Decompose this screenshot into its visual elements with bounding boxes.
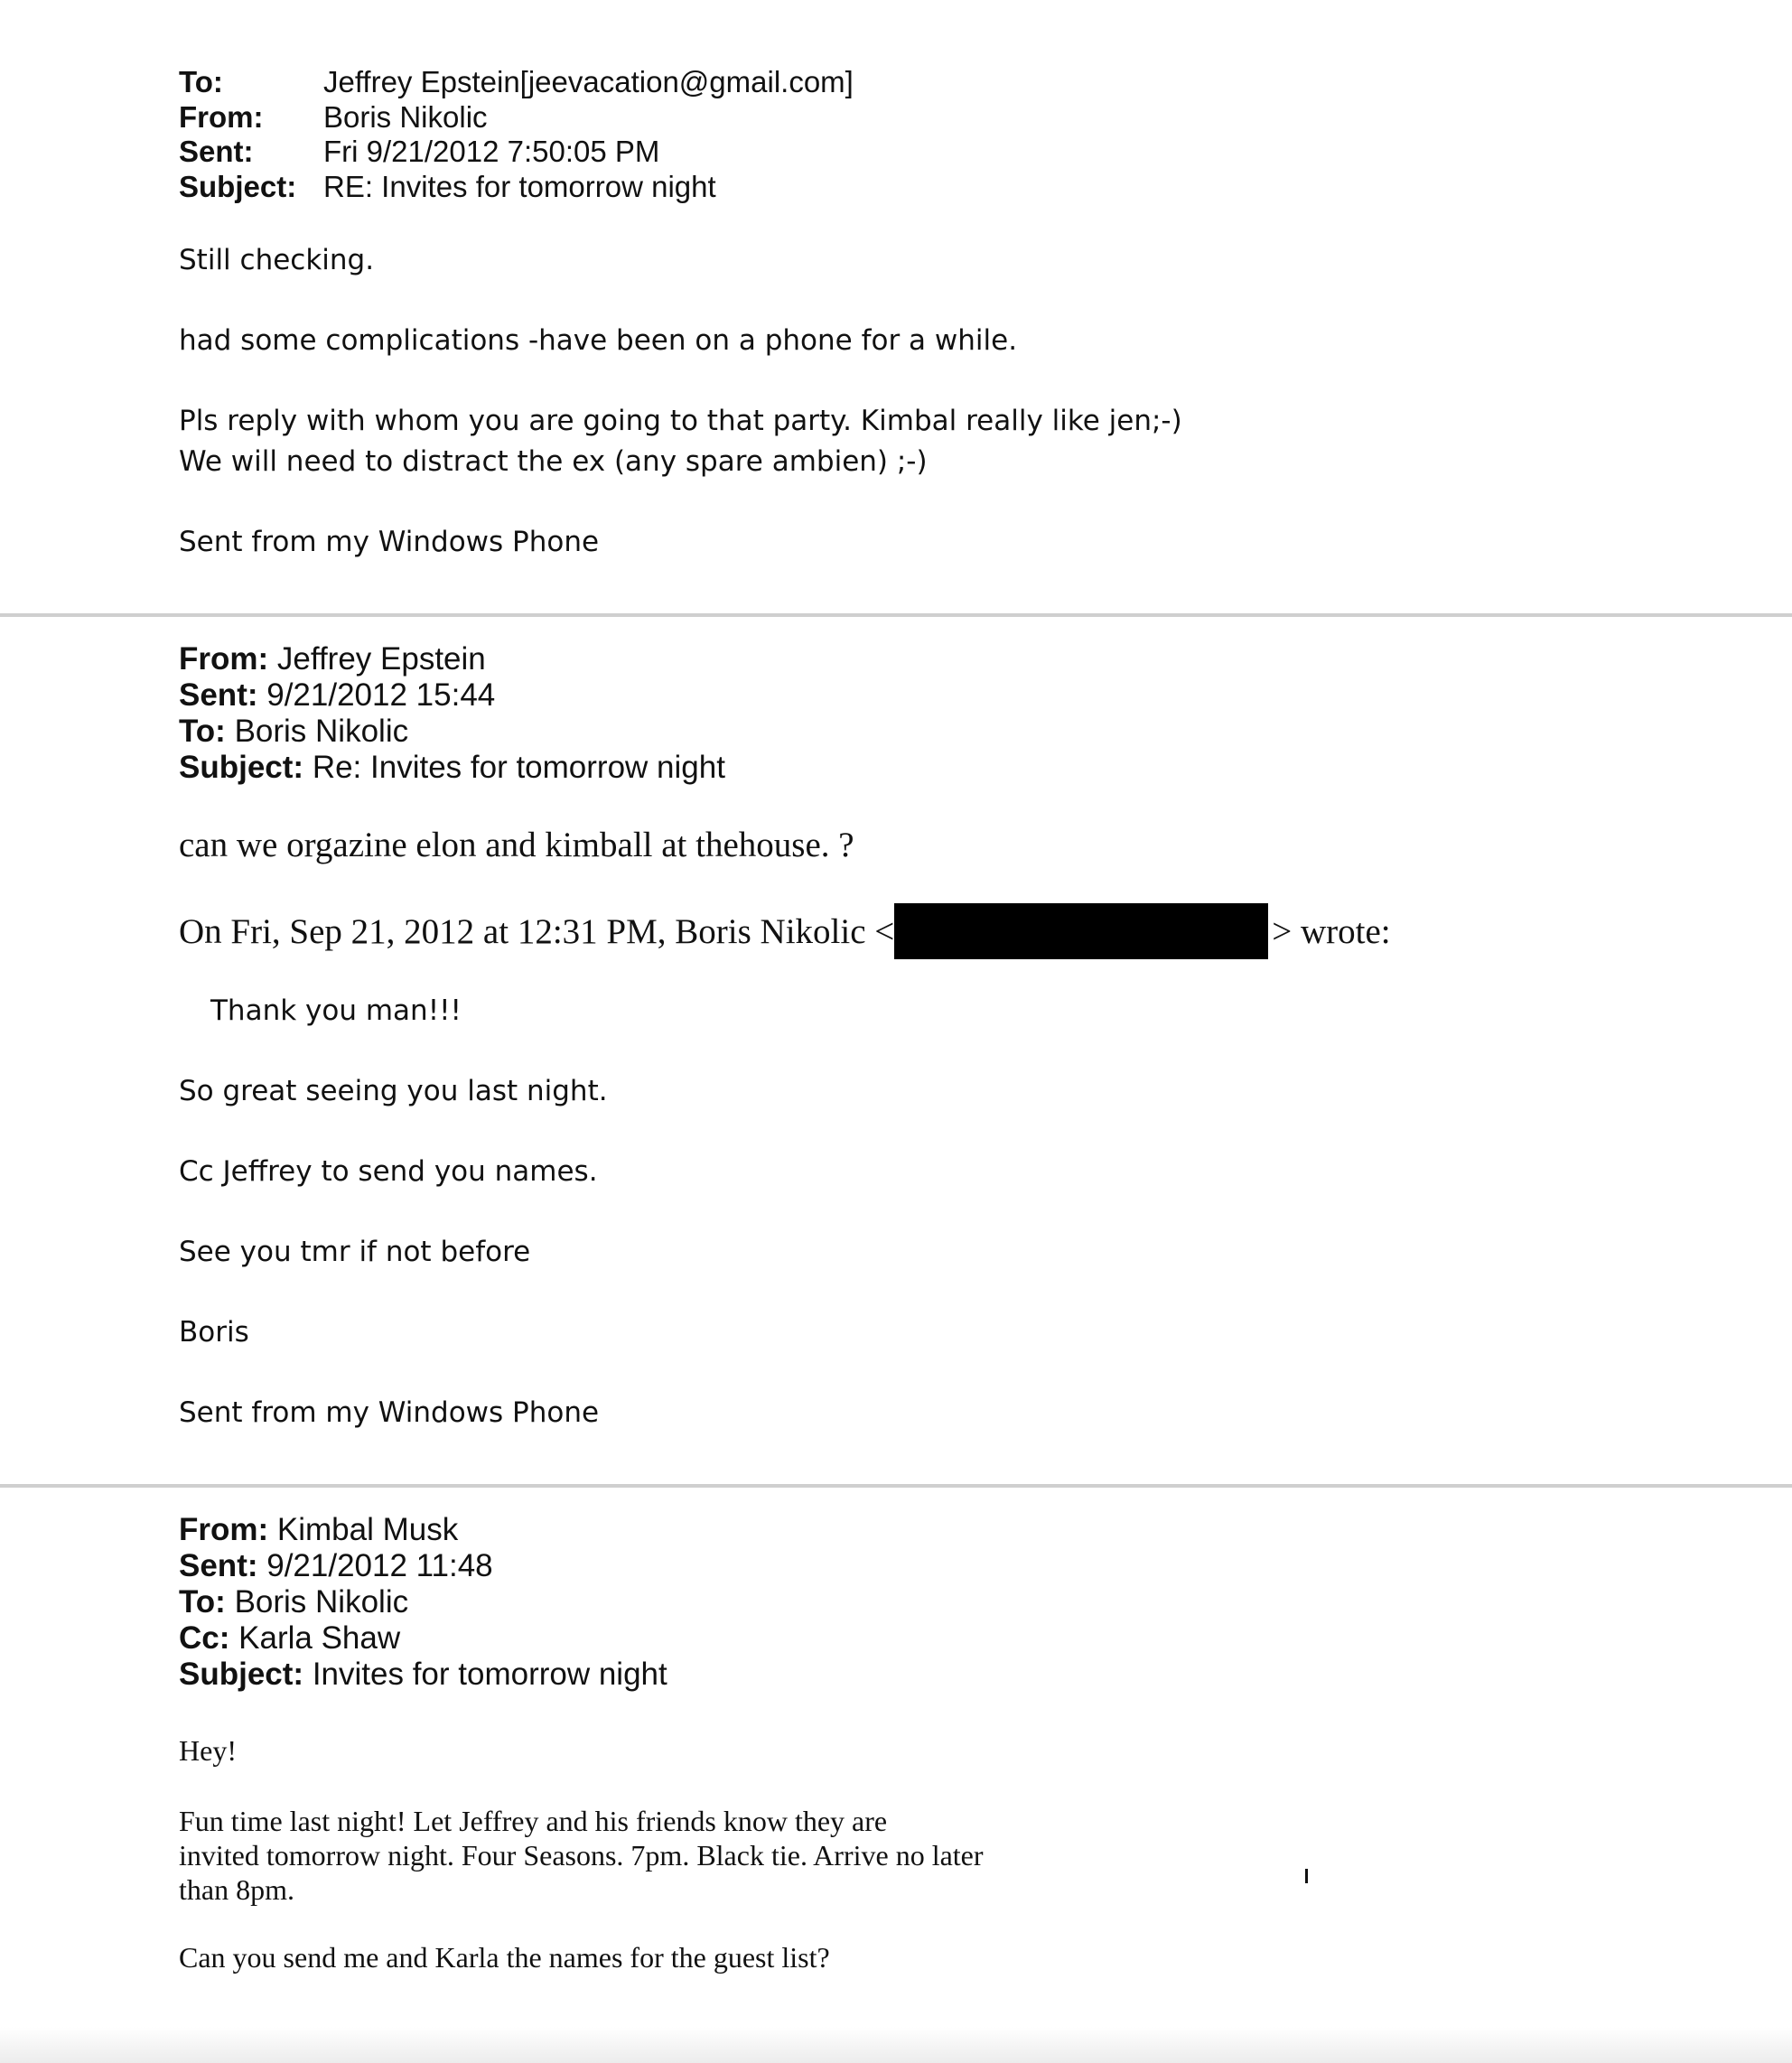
subject-value: Invites for tomorrow night (312, 1657, 667, 1692)
from-label: From: (179, 99, 264, 134)
to-label: To: (179, 65, 223, 98)
email1-body-line-4: We will need to distract the ex (any spare ambien) ;-) (179, 445, 928, 478)
from-value: Boris Nikolic (323, 99, 488, 134)
email2-message: can we orgazine elon and kimball at thehouse. ? (179, 826, 854, 864)
to-value: Boris Nikolic (234, 714, 409, 749)
quoted-line-5: Boris (179, 1316, 249, 1349)
sent-value: 9/21/2012 15:44 (266, 677, 496, 713)
to-value: Jeffrey Epstein[jeevacation@gmail.com] (323, 65, 854, 98)
email2-to-row (179, 714, 725, 750)
email1-body-line-1: Still checking. (179, 244, 375, 276)
quote-intro-before: On Fri, Sep 21, 2012 at 12:31 PM, Boris Nikolic < (179, 911, 895, 951)
subject-label: Subject: (179, 750, 304, 785)
from-value: Jeffrey Epstein (276, 641, 486, 677)
email1-body-line-2: had some complications -have been on a phone for a while. (179, 324, 1018, 357)
sent-label: Sent: (179, 677, 258, 713)
email3-sent-row (179, 1548, 667, 1584)
subject-value: RE: Invites for tomorrow night (323, 169, 716, 203)
email2-subject-row (179, 750, 725, 786)
email3-body-line-3: than 8pm. (179, 1873, 294, 1906)
to-label: To: (179, 1584, 226, 1620)
email1-subject-row (179, 170, 854, 205)
email1-to-row (179, 65, 854, 100)
subject-label: Subject: (179, 169, 297, 203)
stray-mark (1305, 1869, 1308, 1883)
to-value: Boris Nikolic (234, 1584, 409, 1620)
redaction-box (894, 903, 1268, 959)
subject-value: Re: Invites for tomorrow night (312, 750, 725, 785)
cc-value: Karla Shaw (238, 1620, 401, 1656)
email3-greeting: Hey! (179, 1734, 237, 1767)
email1-signature: Sent from my Windows Phone (179, 526, 600, 558)
quoted-line-2: So great seeing you last night. (179, 1075, 608, 1107)
email1-sent-row (179, 135, 854, 170)
sent-label: Sent: (179, 1548, 258, 1583)
sent-label: Sent: (179, 135, 254, 168)
quote-intro-after: > wrote: (1272, 911, 1391, 951)
message-divider-1 (0, 613, 1792, 617)
sent-value: 9/21/2012 11:48 (266, 1548, 493, 1583)
email1-header (179, 65, 854, 204)
email3-header (179, 1512, 667, 1693)
email2-from-row (179, 641, 725, 677)
from-label: From: (179, 1512, 269, 1547)
email3-body-line-4: Can you send me and Karla the names for the guest list? (179, 1941, 830, 1974)
sent-value: Fri 9/21/2012 7:50:05 PM (323, 135, 660, 168)
quoted-signature: Sent from my Windows Phone (179, 1396, 600, 1429)
quoted-line-1: Thank you man!!! (210, 994, 462, 1027)
to-label: To: (179, 714, 226, 749)
page-bottom-edge (0, 2027, 1792, 2063)
quoted-line-4: See you tmr if not before (179, 1236, 531, 1268)
email3-cc-row (179, 1620, 667, 1657)
email3-body-line-1: Fun time last night! Let Jeffrey and his friends know they are (179, 1805, 888, 1837)
email2-quote-intro (179, 907, 1391, 963)
email1-from-row (179, 100, 854, 135)
email3-body-line-2: invited tomorrow night. Four Seasons. 7pm. Black tie. Arrive no later (179, 1839, 984, 1872)
message-divider-2 (0, 1484, 1792, 1488)
from-label: From: (179, 641, 269, 677)
quoted-line-3: Cc Jeffrey to send you names. (179, 1155, 598, 1188)
email2-header (179, 641, 725, 786)
subject-label: Subject: (179, 1657, 304, 1692)
email2-sent-row (179, 677, 725, 714)
email1-body-line-3: Pls reply with whom you are going to that party. Kimbal really like jen;-) (179, 405, 1182, 437)
email3-from-row (179, 1512, 667, 1548)
email3-subject-row (179, 1657, 667, 1693)
from-value: Kimbal Musk (276, 1512, 459, 1547)
cc-label: Cc: (179, 1620, 230, 1656)
email3-to-row (179, 1584, 667, 1620)
